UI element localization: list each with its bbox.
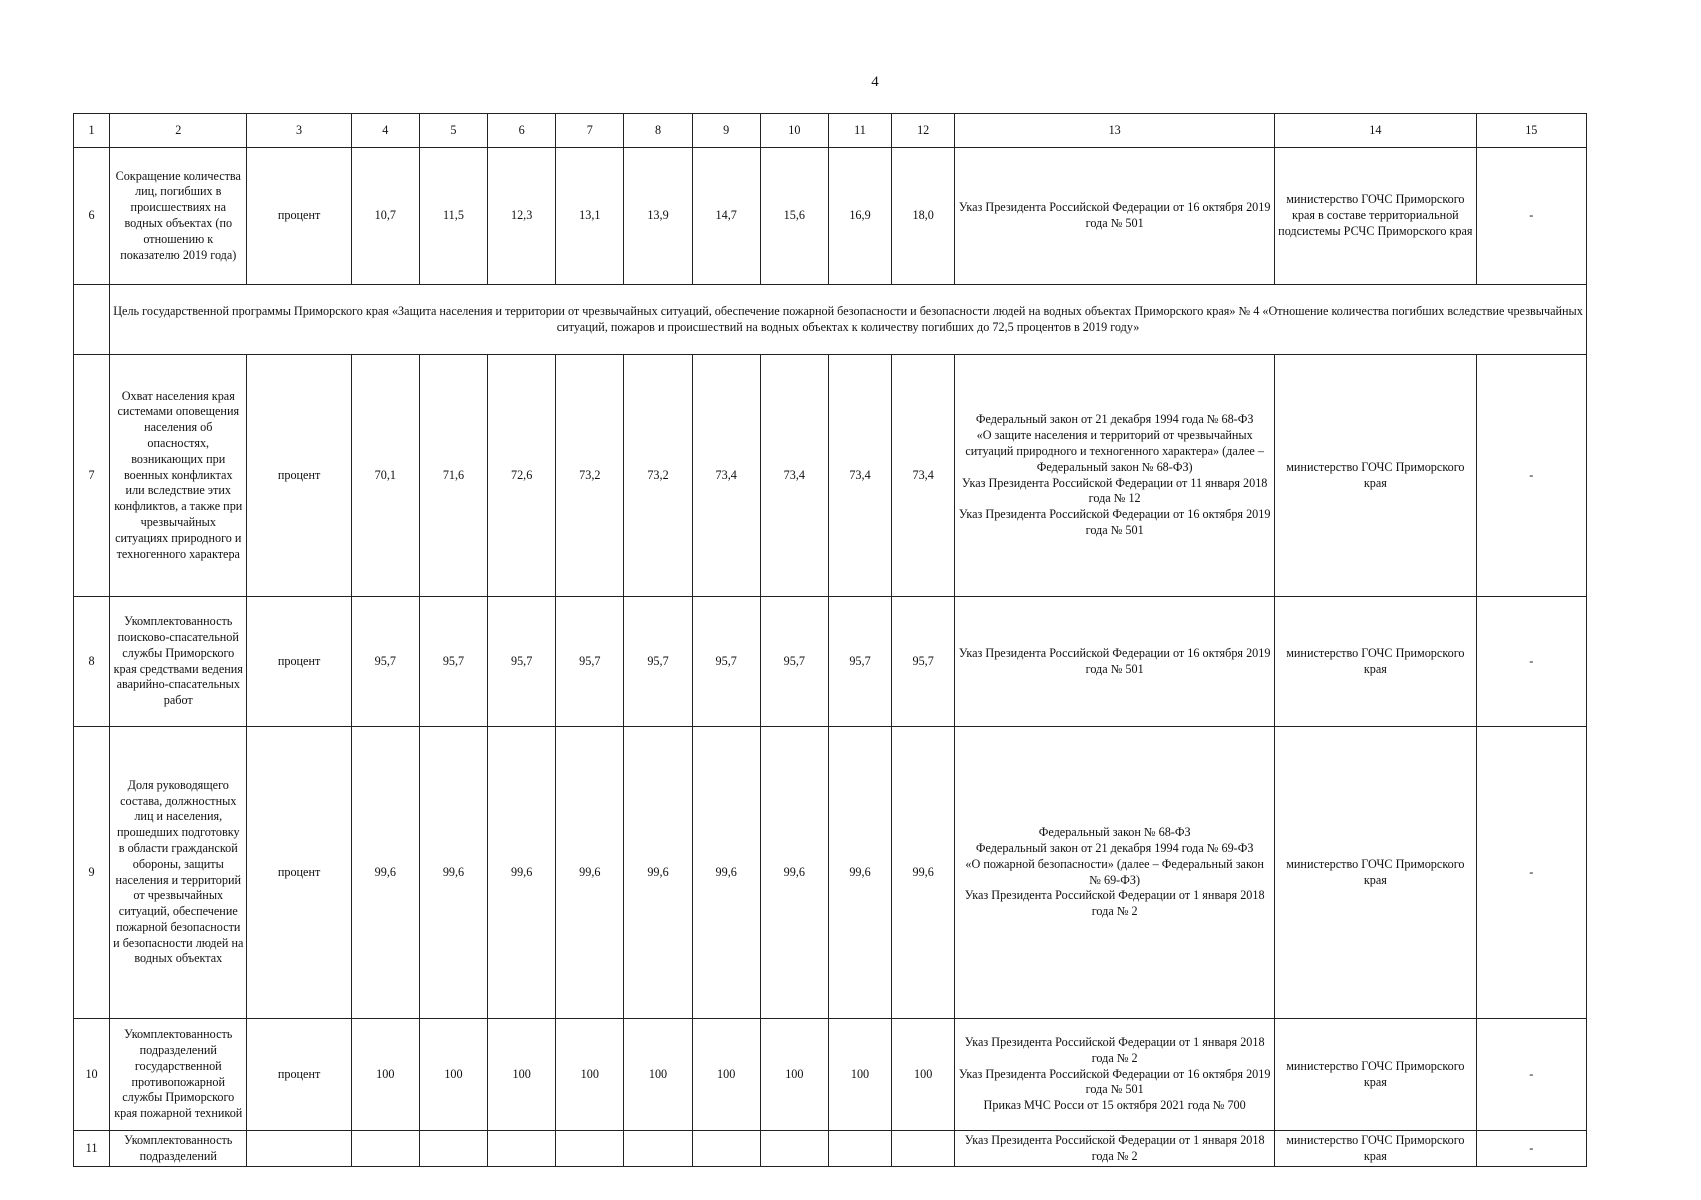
column-header: 5 <box>419 114 487 148</box>
value-cell: 95,7 <box>692 597 760 727</box>
column-header: 12 <box>892 114 955 148</box>
value-cell: 100 <box>692 1019 760 1131</box>
table-row <box>74 1019 1587 1131</box>
row-number: 11 <box>74 1131 110 1167</box>
value-cell: 99,6 <box>624 727 692 1019</box>
value-cell: 73,2 <box>556 355 624 597</box>
value-cell: 11,5 <box>419 148 487 285</box>
column-header: 8 <box>624 114 692 148</box>
unit-cell: процент <box>247 597 351 727</box>
value-cell <box>760 1131 828 1167</box>
value-cell: 95,7 <box>488 597 556 727</box>
value-cell: 73,2 <box>624 355 692 597</box>
value-cell: 99,6 <box>760 727 828 1019</box>
note-cell: - <box>1476 148 1586 285</box>
basis-cell <box>955 597 1275 727</box>
basis-line: Указ Президента Российской Федерации от 16 октября 2019 года № 501 <box>958 507 1271 537</box>
table-row <box>74 727 1587 1019</box>
value-cell: 73,4 <box>760 355 828 597</box>
indicator-name: Доля руководящего состава, должностных лиц и населения, прошедших подготовку в области гражданской обороны, защиты населения и территорий от чрезвычайных ситуаций, обеспечение пожарной безопасности и безопасности людей на водных объектах <box>110 727 247 1019</box>
value-cell: 95,7 <box>624 597 692 727</box>
value-cell: 73,4 <box>828 355 891 597</box>
basis-line: Указ Президента Российской Федерации от 16 октября 2019 года № 501 <box>958 1066 1271 1097</box>
value-cell: 95,7 <box>351 597 419 727</box>
column-header: 15 <box>1476 114 1586 148</box>
value-cell <box>892 1131 955 1167</box>
value-cell: 71,6 <box>419 355 487 597</box>
basis-cell <box>955 727 1275 1019</box>
column-header: 4 <box>351 114 419 148</box>
value-cell: 72,6 <box>488 355 556 597</box>
column-header: 1 <box>74 114 110 148</box>
basis-line: «О пожарной безопасности» (далее – Федеральный закон № 69-ФЗ) <box>965 856 1264 887</box>
value-cell: 100 <box>556 1019 624 1131</box>
basis-line: Указ Президента Российской Федерации от 11 января 2018 года № 12 <box>961 475 1268 506</box>
value-cell: 14,7 <box>692 148 760 285</box>
column-header: 11 <box>828 114 891 148</box>
responsible-cell: министерство ГОЧС Приморского края <box>1275 1019 1477 1131</box>
column-header: 3 <box>247 114 351 148</box>
value-cell: 100 <box>760 1019 828 1131</box>
row-number: 6 <box>74 148 110 285</box>
indicator-name: Укомплектованность подразделений <box>110 1131 247 1167</box>
value-cell: 99,6 <box>488 727 556 1019</box>
goal-blank-cell <box>74 285 110 355</box>
indicators-table <box>73 113 1587 1167</box>
value-cell: 99,6 <box>556 727 624 1019</box>
basis-cell <box>955 1131 1275 1167</box>
value-cell: 73,4 <box>692 355 760 597</box>
header-row <box>74 114 1587 148</box>
row-number: 7 <box>74 355 110 597</box>
unit-cell: процент <box>247 148 351 285</box>
column-header: 14 <box>1275 114 1477 148</box>
value-cell: 100 <box>488 1019 556 1131</box>
responsible-cell: министерство ГОЧС Приморского края <box>1275 597 1477 727</box>
basis-cell <box>955 355 1275 597</box>
value-cell: 100 <box>624 1019 692 1131</box>
goal-text: Цель государственной программы Приморского края «Защита населения и территории от чрезвычайных ситуаций, обеспечение пожарной безопасности и безопасности людей на водных объектах Приморского края» № 4 «Отношение количества погибших вследствие чрезвычайных ситуаций, пожаров и происшествий на водных объектах к количеству погибших до 72,5 процентов в 2019 году» <box>110 285 1587 355</box>
value-cell: 95,7 <box>760 597 828 727</box>
basis-cell <box>955 1019 1275 1131</box>
basis-line: Указ Президента Российской Федерации от 16 октября 2019 года № 501 <box>958 645 1271 676</box>
page-number: 4 <box>871 74 879 90</box>
column-header: 6 <box>488 114 556 148</box>
value-cell <box>419 1131 487 1167</box>
value-cell: 13,9 <box>624 148 692 285</box>
column-header: 9 <box>692 114 760 148</box>
unit-cell <box>247 1131 351 1167</box>
value-cell: 99,6 <box>692 727 760 1019</box>
value-cell: 95,7 <box>556 597 624 727</box>
basis-line: Указ Президента Российской Федерации от 16 октября 2019 года № 501 <box>958 200 1271 230</box>
indicator-name: Укомплектованность поисково-спасательной службы Приморского края средствами ведения аварийно-спасательных работ <box>110 597 247 727</box>
value-cell: 99,6 <box>419 727 487 1019</box>
column-header: 13 <box>955 114 1275 148</box>
responsible-cell: министерство ГОЧС Приморского края <box>1275 1131 1477 1167</box>
row-number: 8 <box>74 597 110 727</box>
value-cell: 99,6 <box>892 727 955 1019</box>
value-cell: 95,7 <box>419 597 487 727</box>
note-cell: - <box>1476 355 1586 597</box>
indicator-name: Укомплектованность подразделений государственной противопожарной службы Приморского края пожарной техникой <box>110 1019 247 1131</box>
value-cell: 100 <box>351 1019 419 1131</box>
row-number: 10 <box>74 1019 110 1131</box>
value-cell: 18,0 <box>892 148 955 285</box>
note-cell: - <box>1476 597 1586 727</box>
value-cell: 13,1 <box>556 148 624 285</box>
basis-line: Приказ МЧС Росси от 15 октября 2021 года № 700 <box>983 1098 1246 1113</box>
goal-row <box>74 285 1587 355</box>
note-cell: - <box>1476 727 1586 1019</box>
basis-line: Указ Президента Российской Федерации от 1 января 2018 года № 2 <box>964 888 1265 919</box>
table-row <box>74 1131 1587 1167</box>
value-cell <box>556 1131 624 1167</box>
value-cell: 99,6 <box>351 727 419 1019</box>
value-cell: 100 <box>828 1019 891 1131</box>
basis-line: Федеральный закон от 21 декабря 1994 года № 68-ФЗ <box>975 412 1254 427</box>
value-cell <box>692 1131 760 1167</box>
value-cell: 95,7 <box>828 597 891 727</box>
value-cell: 100 <box>892 1019 955 1131</box>
basis-cell <box>955 148 1275 285</box>
value-cell: 10,7 <box>351 148 419 285</box>
value-cell <box>488 1131 556 1167</box>
value-cell <box>351 1131 419 1167</box>
value-cell: 73,4 <box>892 355 955 597</box>
value-cell: 99,6 <box>828 727 891 1019</box>
unit-cell: процент <box>247 355 351 597</box>
value-cell: 95,7 <box>892 597 955 727</box>
note-cell: - <box>1476 1131 1586 1167</box>
unit-cell: процент <box>247 727 351 1019</box>
responsible-cell: министерство ГОЧС Приморского края <box>1275 355 1477 597</box>
responsible-cell: министерство ГОЧС Приморского края в составе территориальной подсистемы РСЧС Приморского края <box>1275 148 1477 285</box>
indicator-name: Охват населения края системами оповещения населения об опасностях, возникающих при военных конфликтах или вследствие этих конфликтов, а также при чрезвычайных ситуациях природного и техногенного характера <box>110 355 247 597</box>
table-row <box>74 148 1587 285</box>
value-cell <box>828 1131 891 1167</box>
table-row <box>74 597 1587 727</box>
value-cell <box>624 1131 692 1167</box>
value-cell: 15,6 <box>760 148 828 285</box>
column-header: 10 <box>760 114 828 148</box>
value-cell: 16,9 <box>828 148 891 285</box>
basis-line: Указ Президента Российской Федерации от 1 января 2018 года № 2 <box>964 1035 1265 1065</box>
row-number: 9 <box>74 727 110 1019</box>
basis-line: Федеральный закон от 21 декабря 1994 года № 69-ФЗ <box>975 840 1254 855</box>
basis-line: Федеральный закон № 68-ФЗ <box>1038 825 1191 840</box>
value-cell: 12,3 <box>488 148 556 285</box>
unit-cell: процент <box>247 1019 351 1131</box>
value-cell: 100 <box>419 1019 487 1131</box>
responsible-cell: министерство ГОЧС Приморского края <box>1275 727 1477 1019</box>
indicator-name: Сокращение количества лиц, погибших в происшествиях на водных объектах (по отношению к показателю 2019 года) <box>110 148 247 285</box>
column-header: 2 <box>110 114 247 148</box>
column-header: 7 <box>556 114 624 148</box>
note-cell: - <box>1476 1019 1586 1131</box>
value-cell: 70,1 <box>351 355 419 597</box>
table-row <box>74 355 1587 597</box>
basis-line: «О защите населения и территорий от чрезвычайных ситуаций природного и техногенного характера» (далее – Федеральный закон № 68-ФЗ) <box>965 428 1264 474</box>
basis-line: Указ Президента Российской Федерации от 1 января 2018 года № 2 <box>964 1132 1265 1163</box>
